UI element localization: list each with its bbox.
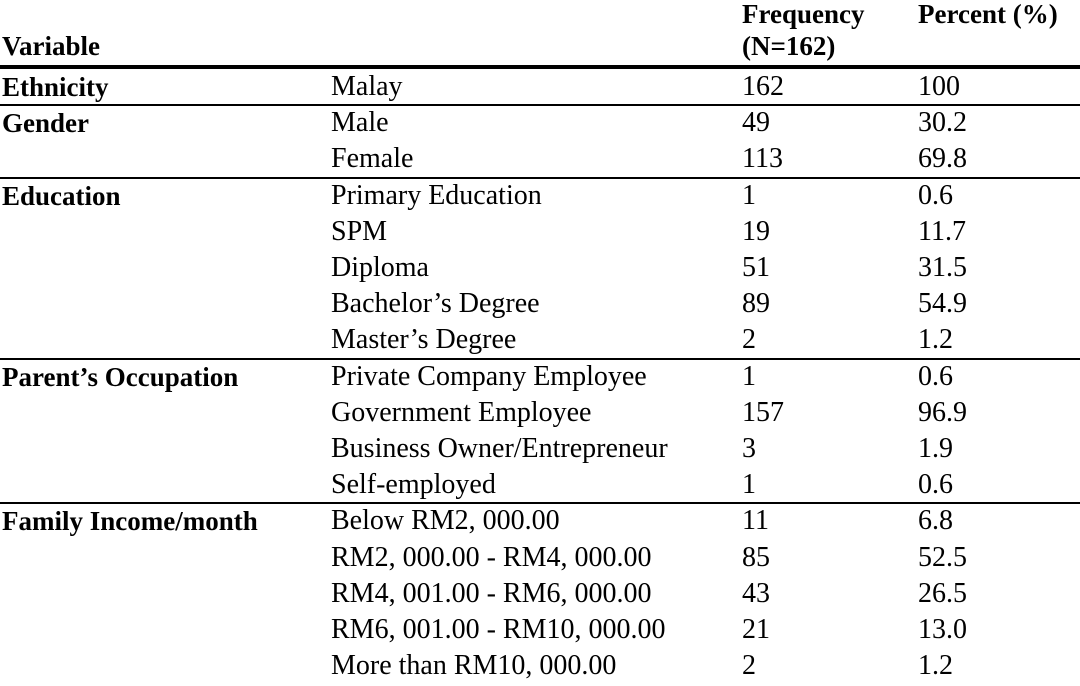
- frequency-cell: 51: [742, 252, 770, 283]
- percent-cell: 52.5: [918, 541, 967, 573]
- frequency-cell: 162: [742, 71, 784, 102]
- category-cell: Male: [331, 107, 389, 139]
- table-row: [0, 612, 1080, 648]
- percent-cell: 26.5: [918, 577, 967, 609]
- percent-cell: 1.2: [918, 324, 953, 356]
- category-cell: Below RM2, 000.00: [331, 505, 560, 537]
- table-row: [0, 214, 1080, 250]
- frequency-cell: 49: [742, 107, 770, 139]
- frequency-cell: 113: [742, 143, 783, 175]
- frequency-cell: 1: [742, 469, 756, 501]
- table-row: [0, 141, 1080, 177]
- percent-cell: 31.5: [918, 252, 967, 283]
- table-row: [0, 503, 1080, 539]
- category-cell: Diploma: [331, 252, 429, 283]
- table-row: [0, 286, 1080, 322]
- frequency-cell: 21: [742, 614, 770, 645]
- percent-cell: 30.2: [918, 107, 967, 139]
- category-cell: Private Company Employee: [331, 360, 647, 392]
- table-row: [0, 467, 1080, 503]
- frequency-cell: 2: [742, 650, 756, 682]
- table-row: [0, 648, 1080, 684]
- category-cell: RM2, 000.00 - RM4, 000.00: [331, 541, 652, 573]
- frequency-cell: 19: [742, 215, 770, 247]
- table-row: [0, 540, 1080, 576]
- percent-cell: 0.6: [918, 179, 953, 211]
- percent-cell: 96.9: [918, 396, 967, 428]
- category-cell: Primary Education: [331, 179, 542, 211]
- variable-label: Ethnicity: [2, 72, 109, 102]
- percent-cell: 69.8: [918, 143, 967, 175]
- variable-label: Parent’s Occupation: [2, 361, 239, 392]
- frequency-cell: 157: [742, 396, 784, 428]
- category-cell: RM6, 001.00 - RM10, 000.00: [331, 614, 666, 645]
- category-cell: Business Owner/Entrepreneur: [331, 433, 668, 464]
- percent-cell: 11.7: [918, 215, 966, 247]
- percent-cell: 0.6: [918, 469, 953, 501]
- category-cell: SPM: [331, 215, 388, 247]
- frequency-cell: 1: [742, 360, 756, 392]
- variable-label: Family Income/month: [2, 506, 258, 537]
- variable-label: Education: [2, 180, 121, 211]
- table-row: [0, 69, 1080, 105]
- variable-label: Gender: [2, 108, 89, 139]
- table-row: [0, 105, 1080, 141]
- percent-cell: 0.6: [918, 360, 953, 392]
- frequency-cell: 1: [742, 179, 756, 211]
- table-row: [0, 576, 1080, 612]
- table-row: [0, 322, 1080, 358]
- frequency-cell: 43: [742, 577, 770, 609]
- category-cell: RM4, 001.00 - RM6, 000.00: [331, 577, 652, 609]
- table-row: [0, 395, 1080, 431]
- header-frequency: Frequency: [742, 0, 865, 29]
- frequency-cell: 89: [742, 288, 770, 320]
- frequency-cell: 3: [742, 433, 756, 464]
- table-header: [0, 0, 1080, 68]
- category-cell: Female: [331, 143, 414, 175]
- category-cell: Master’s Degree: [331, 324, 517, 356]
- table-row: [0, 178, 1080, 214]
- category-cell: Government Employee: [331, 396, 592, 428]
- header-frequency-n: (N=162): [742, 31, 836, 61]
- percent-cell: 54.9: [918, 288, 967, 320]
- table-row: [0, 359, 1080, 395]
- table-row: [0, 431, 1080, 467]
- percent-cell: 6.8: [918, 505, 953, 537]
- header-variable: Variable: [2, 31, 101, 61]
- percent-cell: 1.2: [918, 650, 953, 682]
- category-cell: Bachelor’s Degree: [331, 288, 540, 320]
- percent-cell: 100: [918, 71, 960, 102]
- percent-cell: 1.9: [918, 433, 953, 464]
- category-cell: More than RM10, 000.00: [331, 650, 617, 682]
- category-cell: Malay: [331, 71, 403, 102]
- frequency-cell: 11: [742, 505, 769, 537]
- table-row: [0, 250, 1080, 286]
- frequency-cell: 85: [742, 541, 770, 573]
- percent-cell: 13.0: [918, 614, 967, 645]
- header-percent: Percent (%): [918, 0, 1058, 29]
- category-cell: Self-employed: [331, 469, 496, 501]
- frequency-cell: 2: [742, 324, 756, 356]
